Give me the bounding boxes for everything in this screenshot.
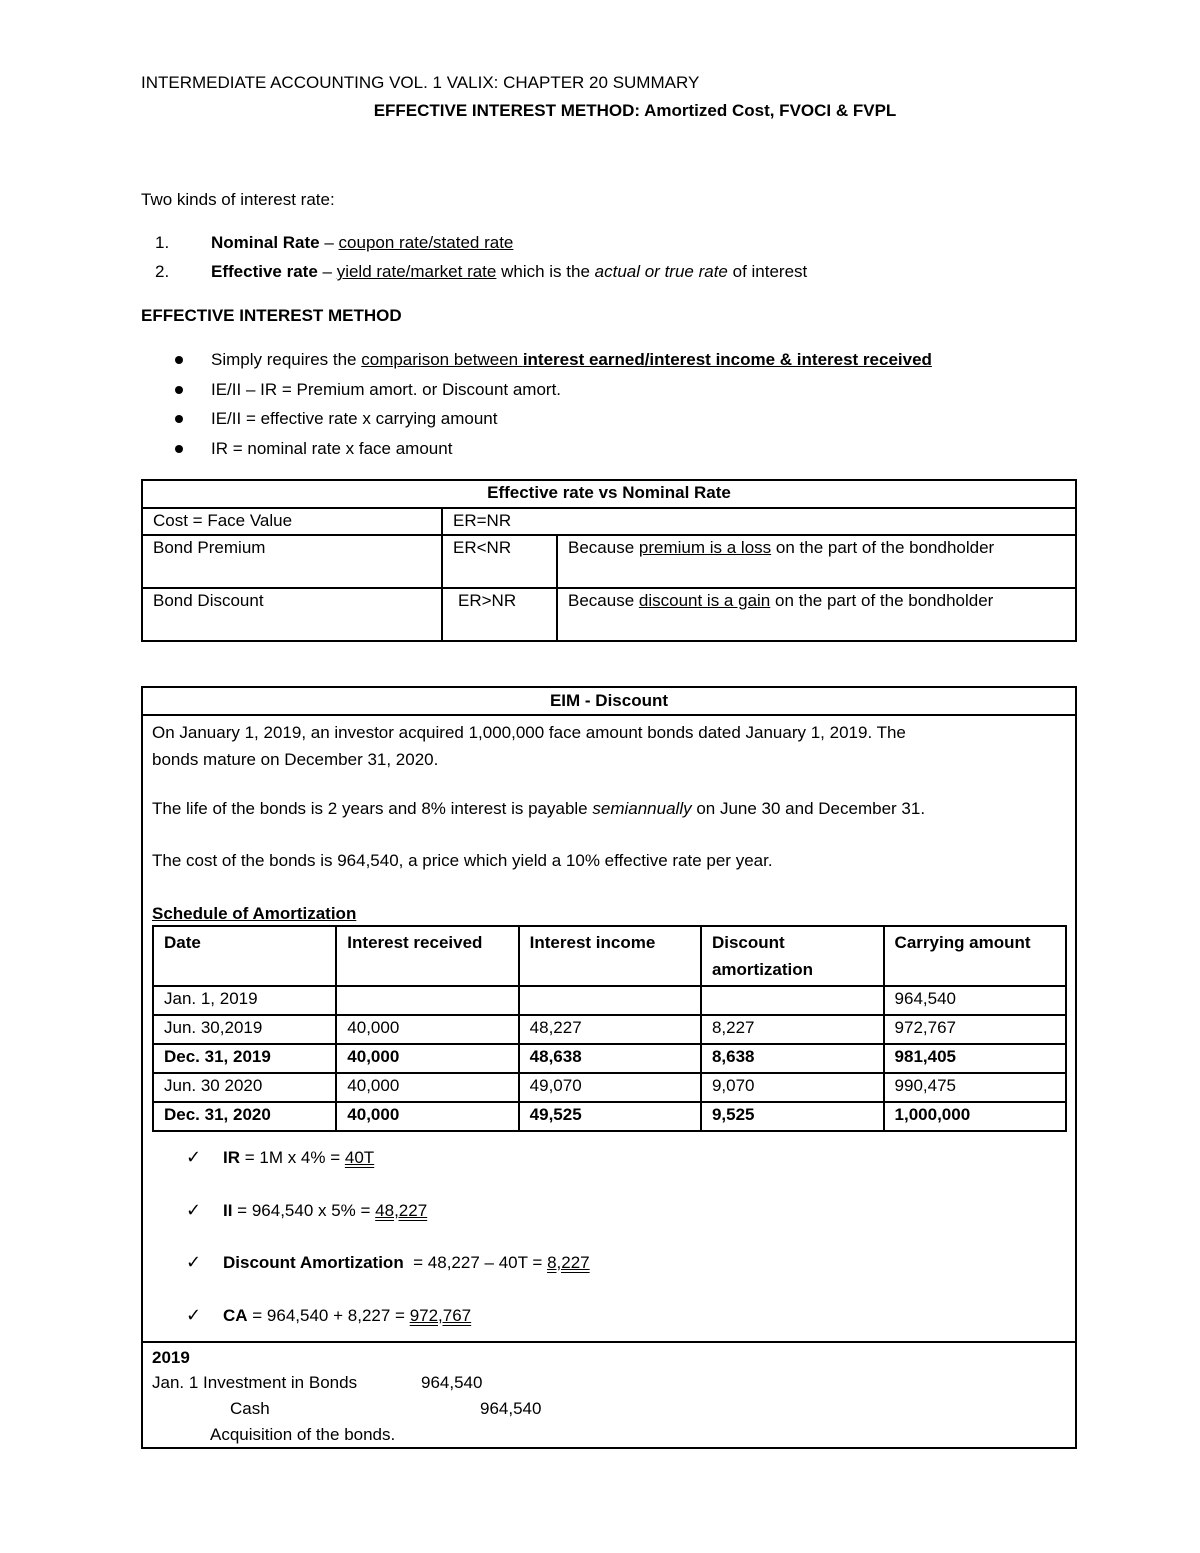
er-table-cell: ER>NR: [442, 588, 557, 641]
discount-paragraph-1: [152, 719, 906, 773]
calc-ii-mid: = 964,540 x 5% =: [232, 1201, 376, 1220]
schedule-cell: 9,070: [701, 1073, 884, 1102]
discount-p2-post: on June 30 and December 31.: [691, 799, 926, 818]
calc-discount-amort: [223, 1253, 590, 1273]
schedule-cell: Dec. 31, 2019: [153, 1044, 336, 1073]
er-r2c3-pre: Because: [568, 538, 639, 557]
schedule-cell: [336, 986, 518, 1015]
discount-p1-line-b: bonds mature on December 31, 2020.: [152, 750, 439, 769]
er-r3c3-underline: discount is a gain: [638, 591, 771, 610]
calc-ii-result: 48,227: [375, 1201, 428, 1220]
rate-item-2-label: Effective rate: [211, 262, 318, 281]
er-table-cell: [557, 588, 1076, 641]
calc-da-label: Discount Amortization: [223, 1253, 404, 1272]
schedule-cell: 964,540: [884, 986, 1066, 1015]
eim-bullet-1-pre: Simply requires the: [211, 350, 362, 369]
schedule-cell: 40,000: [336, 1015, 518, 1044]
journal-line-1-amount: 964,540: [421, 1373, 483, 1392]
eim-discount-title: EIM - Discount: [549, 691, 669, 710]
eim-bullet-1: [211, 350, 932, 370]
calc-ii-label: II: [223, 1201, 233, 1220]
er-table-cell: [557, 535, 1076, 588]
schedule-column-header: Discount amortization: [701, 926, 884, 986]
calc-da-mid: = 48,227 – 40T =: [403, 1253, 548, 1272]
er-r2c3-post: on the part of the bondholder: [771, 538, 995, 557]
check-icon: ✓: [186, 1305, 202, 1325]
rate-item-2-mid: which is the: [496, 262, 595, 281]
discount-p2-italic: semiannually: [592, 799, 692, 818]
calc-ir-result: 40T: [344, 1148, 375, 1167]
schedule-row: [153, 1102, 1066, 1131]
discount-p1-line-a: On January 1, 2019, an investor acquired 1,000,000 face amount bonds dated January 1, 2019. The: [152, 723, 906, 742]
schedule-cell: 48,638: [519, 1044, 701, 1073]
check-icon: ✓: [186, 1147, 202, 1167]
rate-item-2: [155, 262, 807, 282]
schedule-cell: [701, 986, 884, 1015]
journal-line-2-amount: 964,540: [480, 1399, 542, 1418]
rate-item-1-desc: coupon rate/stated rate: [338, 233, 514, 252]
schedule-cell: 49,525: [519, 1102, 701, 1131]
rate-item-2-end: of interest: [727, 262, 808, 281]
discount-p2-pre: The life of the bonds is 2 years and 8% interest is payable: [152, 799, 593, 818]
schedule-row: [153, 986, 1066, 1015]
er-table-cell: ER=NR: [442, 508, 1076, 535]
schedule-row: [153, 1044, 1066, 1073]
bullet-icon: [175, 415, 183, 423]
schedule-cell: 981,405: [884, 1044, 1066, 1073]
schedule-header-row: [153, 926, 1066, 986]
schedule-title: Schedule of Amortization: [152, 904, 357, 923]
doc-title: [0, 101, 1200, 121]
check-icon: ✓: [186, 1252, 202, 1272]
calc-ca: [223, 1306, 471, 1326]
calc-ii: [223, 1201, 427, 1221]
schedule-cell: 972,767: [884, 1015, 1066, 1044]
schedule-cell: Jun. 30,2019: [153, 1015, 336, 1044]
rate-item-1-dash: –: [319, 233, 339, 252]
rate-item-1-num: 1.: [155, 233, 170, 252]
eim-discount-title-divider: [141, 714, 1077, 716]
bullet-icon: [175, 445, 183, 453]
bullet-icon: [175, 356, 183, 364]
calc-ir-label: IR: [223, 1148, 240, 1167]
schedule-cell: [519, 986, 701, 1015]
schedule-cell: 8,227: [701, 1015, 884, 1044]
calc-ca-result: 972,767: [409, 1306, 472, 1325]
schedule-cell: Jan. 1, 2019: [153, 986, 336, 1015]
eim-heading: EFFECTIVE INTEREST METHOD: [141, 306, 402, 325]
doc-title-rest: Amortized Cost, FVOCI & FVPL: [640, 101, 897, 120]
eim-bullet-1-underline: comparison between: [361, 350, 523, 369]
schedule-row: [153, 1015, 1066, 1044]
discount-paragraph-2: [152, 799, 925, 819]
calc-ca-mid: = 964,540 + 8,227 =: [247, 1306, 410, 1325]
eim-bullet-1-bold: interest earned/interest income & interest received: [522, 350, 932, 369]
schedule-cell: 9,525: [701, 1102, 884, 1131]
schedule-column-header: Interest received: [336, 926, 518, 986]
er-vs-nr-table: [141, 479, 1077, 642]
schedule-cell: 1,000,000: [884, 1102, 1066, 1131]
schedule-cell: 49,070: [519, 1073, 701, 1102]
check-icon: ✓: [186, 1200, 202, 1220]
discount-paragraph-3: The cost of the bonds is 964,540, a price which yield a 10% effective rate per year.: [152, 851, 773, 870]
schedule-cell: Dec. 31, 2020: [153, 1102, 336, 1131]
amortization-schedule-table: [152, 925, 1067, 1132]
schedule-cell: 40,000: [336, 1073, 518, 1102]
schedule-row: [153, 1073, 1066, 1102]
er-table-cell: Cost = Face Value: [142, 508, 442, 535]
schedule-cell: 990,475: [884, 1073, 1066, 1102]
calc-ca-label: CA: [223, 1306, 248, 1325]
calc-ir: [223, 1148, 374, 1168]
journal-line-2-label: Cash: [230, 1399, 270, 1418]
rate-item-2-num: 2.: [155, 262, 170, 281]
rate-item-2-italic: actual or true rate: [594, 262, 728, 281]
doc-header: INTERMEDIATE ACCOUNTING VOL. 1 VALIX: CHAPTER 20 SUMMARY: [141, 73, 700, 92]
schedule-cell: 8,638: [701, 1044, 884, 1073]
doc-title-bold: EFFECTIVE INTEREST METHOD:: [373, 101, 641, 120]
rate-item-1: [155, 233, 513, 253]
eim-bullet-4: IR = nominal rate x face amount: [211, 439, 453, 458]
schedule-cell: 40,000: [336, 1102, 518, 1131]
er-r3c3-pre: Because: [568, 591, 639, 610]
eim-bullet-2: IE/II – IR = Premium amort. or Discount amort.: [211, 380, 562, 399]
bullet-icon: [175, 386, 183, 394]
eim-bullet-3: IE/II = effective rate x carrying amount: [211, 409, 498, 428]
journal-line-3: Acquisition of the bonds.: [210, 1425, 396, 1444]
schedule-column-header: Carrying amount: [884, 926, 1066, 986]
er-table-cell: Bond Discount: [142, 588, 442, 641]
rate-item-2-desc: yield rate/market rate: [336, 262, 497, 281]
rate-item-2-dash: –: [317, 262, 337, 281]
schedule-column-header: Interest income: [519, 926, 701, 986]
er-table-cell: ER<NR: [442, 535, 557, 588]
schedule-cell: Jun. 30 2020: [153, 1073, 336, 1102]
calc-da-result: 8,227: [547, 1253, 590, 1272]
journal-line-1-label: Jan. 1 Investment in Bonds: [152, 1373, 358, 1392]
er-table-cell: Bond Premium: [142, 535, 442, 588]
rate-item-1-label: Nominal Rate: [211, 233, 320, 252]
schedule-cell: 40,000: [336, 1044, 518, 1073]
journal-year: 2019: [152, 1348, 190, 1367]
rates-intro: Two kinds of interest rate:: [141, 190, 335, 209]
er-r3c3-post: on the part of the bondholder: [770, 591, 994, 610]
calc-ir-mid: = 1M x 4% =: [240, 1148, 345, 1167]
schedule-cell: 48,227: [519, 1015, 701, 1044]
schedule-column-header: Date: [153, 926, 336, 986]
er-r2c3-underline: premium is a loss: [638, 538, 772, 557]
er-table-title: Effective rate vs Nominal Rate: [142, 480, 1076, 508]
